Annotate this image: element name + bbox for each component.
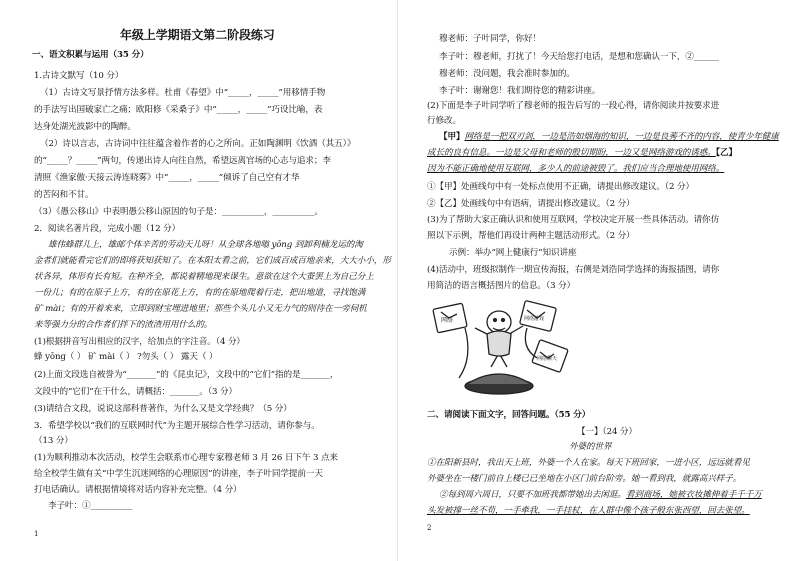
q2-passage-line-5: 矿 mài；有的开着来来，立即到财宝埋进地里；那些个头儿小又无力气的则待在一旁伺机 [34, 304, 367, 314]
essay-line-3: 因为不能正确地使用互联网，多少人的前途被毁了。我们应当合理地使用网络。 [427, 164, 725, 174]
cartoon-label-3: 网络聊天 [537, 356, 558, 362]
article-line-1: ①在阳新县时，我出天上班，外婆一个人在家。每天下班回家，一进小区，远远就看见 [427, 458, 750, 468]
q2-sub3: (3)请结合文段，说说这部科普著作，为什么又是文学经典？（5 分） [34, 404, 292, 414]
q3-example: 示例：举办“网上健康行”知识讲座 [449, 248, 577, 258]
article-line-3 [439, 490, 762, 501]
q1-heading: 1.古诗文默写（10 分） [34, 71, 124, 81]
q3-1-line-a: (1)为顺利推动本次活动，校学生会联系市心理专家穆老师 3 月 26 日下午 3 点来 [34, 453, 338, 463]
q1-1-line-b: 的手法写出国破家亡之痛；欧阳修《采桑子》中“_____，_____”巧设比喻，表 [34, 105, 323, 115]
cartoon-label-1: 网络 [441, 317, 454, 324]
q1-3-line: （3）《愚公移山》中表明愚公移山原因的句子是：__________，__________。 [34, 207, 323, 217]
page-title: 年级上学期语文第二阶段练习 [120, 28, 275, 42]
q2-sub1: (1)根据拼音写出相应的汉字，给加点的字注音。（4 分） [34, 337, 245, 347]
dialog-line-2: 李子叶：穆老师，打扰了！今天给您打电话，是想和您确认一下，②______ [439, 52, 719, 62]
page-number-left: 1 [34, 530, 39, 538]
article-line-4-a: 头发被撑一丝不苟，一手牵我，一手挂杖，在人群中像个孩 [427, 506, 648, 516]
q3-1-line-b: 给全校学生做有关“中学生沉迷网络的心理原因”的讲座，李子叶同学提前一天 [34, 469, 323, 479]
section-2-heading: 二、请阅读下面文字，回答问题。（55 分） [427, 410, 591, 420]
essay-line-2-text: 成长的良有信息。一边是父母和老师的殷切期盼，一边又是网络游戏的诱惑。 [427, 148, 716, 158]
q2-sub2-line-b: 文段中的“它们”在干什么，请概括：_______。（3 分） [34, 387, 238, 397]
article-line-3-a: ②每到周六周日，只要不加班我都带她出去闲逛。 [439, 490, 626, 500]
article-title: 外婆的世界 [569, 442, 612, 452]
essay-line-1-text: 网络是一把双刃剑，一边是浩如烟海的知识，一边是良莠不齐的内容，使青少年健康 [464, 132, 779, 142]
tag-jia: 【甲】 [439, 132, 465, 142]
article-line-2: 外婆坐在一楼门前自上楼已已坐地在小区门前台阶旁。她一看到我，就露高兴样子。 [427, 474, 742, 484]
q4-poster-a: (4)活动中，班级拟制作一期宣传海报，右侧是刘浩同学选择的海报插图，请你 [427, 265, 720, 275]
q4-poster-b: 用简洁的语言概括图片的信息。（3 分） [427, 281, 576, 291]
dialog-line-1: 穆老师：子叶同学，你好！ [439, 34, 541, 44]
tag-yi: 【乙】 [715, 148, 737, 158]
page-number-right: 2 [427, 524, 432, 532]
page-right [397, 0, 794, 561]
q1-2-line-a: （2）诗以言志，古诗词中往往蕴含着作者的心之所向。正如陶渊明《饮酒（其五）》 [40, 139, 356, 149]
q3-dialog-li: 李子叶：①__________ [48, 501, 133, 511]
revise-item-2: ②【乙】处画线句中有语病，请提出修改建议。（2 分） [427, 199, 635, 209]
article-line-3-b: 看到商场，她被衣妆摊伸着手千千万 [625, 490, 762, 500]
q2-passage-line-6: 来等强力分的合作者们拌下的渣渣用用什么的。 [34, 320, 213, 330]
dialog-line-4: 李子叶：谢谢您！我们期待您的精彩讲座。 [439, 86, 601, 96]
q2-heading: 2．阅读名著片段，完成小题（12 分） [34, 224, 181, 234]
q2-sub1-blanks: 蜂 yōng（ ） 矿 mài（ ） ?勿头（ ） 露天（ ） [34, 352, 218, 362]
q3-activities-b: 照以下示例，帮他们再设计两种主题活动形式。（2 分） [427, 231, 635, 241]
subsection-1-heading: 【一】（24 分） [577, 427, 638, 437]
q3-1-line-c: 打电话确认。请根据情境将对话内容补充完整。（4 分） [34, 485, 242, 495]
cartoon-label-2: 网络游戏 [524, 316, 545, 322]
q2-sub2-line-a: (2)上面文段选自被誉为“_______”的《昆虫记》，文段中的“它们”指的是_______， [34, 370, 339, 380]
q2-passage-line-3: 状各异，体形有长有短。在种齐全，都说着精地现来谋生。意欲在这个大蚕罢上为自己分上 [34, 272, 374, 282]
section-1-heading: 一、语文积累与运用（35 分） [32, 50, 149, 60]
q1-2-line-c: 清照《渔家傲·天接云涛连晓雾》中“_____，_____”倾诉了自己空有才华 [34, 173, 300, 183]
essay-line-2 [427, 148, 737, 159]
q1-1-line-a: （1）古诗文写景抒情方法多样。杜甫《春望》中“_____，_____”用移情手物 [40, 88, 326, 98]
poster-illustration [427, 300, 577, 400]
q3-activities-a: (3)为了帮助大家正确认识和使用互联网，学校决定开展一些具体活动。请你仿 [427, 215, 720, 225]
article-line-4 [427, 506, 750, 517]
article-line-4-b: 子般东张西望，回去张望。 [647, 506, 750, 516]
dialog-line-3: 穆老师：没问题，我会准时参加的。 [439, 69, 575, 79]
q2-revise-intro-b: 行修改。 [427, 116, 461, 126]
q2-passage-line-2: 金者们就能看完它们的即将获知获知了。在本阳太看之前，它们成百成百地亲来，大大小小，形 [34, 256, 391, 266]
q1-1-line-c: 达身处湖光波影中的陶醉。 [34, 122, 136, 132]
essay-line-1 [439, 132, 779, 143]
q2-passage-line-4: 一份儿；有的在原子上方，有的在原花上方，有的在原地爬着行走，把出地道，寻找饱满 [34, 288, 366, 298]
q1-2-line-b: 的“_____？_____”两句，传递出诗人向往自然，希望远离官场的心志与追求；李 [34, 156, 331, 166]
q2-passage-line-1: 雄伟蜂群儿上，雄邮个体辛苦的劳动天儿呀！从全球各地嗡 yōng 到卸利楠龙运的淘 [48, 240, 363, 250]
q1-2-line-d: 的苦闷和不甘。 [34, 190, 94, 200]
q2-revise-intro-a: (2)下面是李子叶同学听了穆老师的报告后写的一段心得，请你阅读并按要求进 [427, 101, 720, 111]
q3-heading-b: （13 分） [34, 436, 73, 446]
revise-item-1: ①【甲】处画线句中有一处标点使用不正确，请提出修改建议。（2 分） [427, 182, 695, 192]
q3-heading-a: 3．希望学校以“我们的互联网时代”为主题开展综合性学习活动，请你参与。 [34, 421, 320, 431]
